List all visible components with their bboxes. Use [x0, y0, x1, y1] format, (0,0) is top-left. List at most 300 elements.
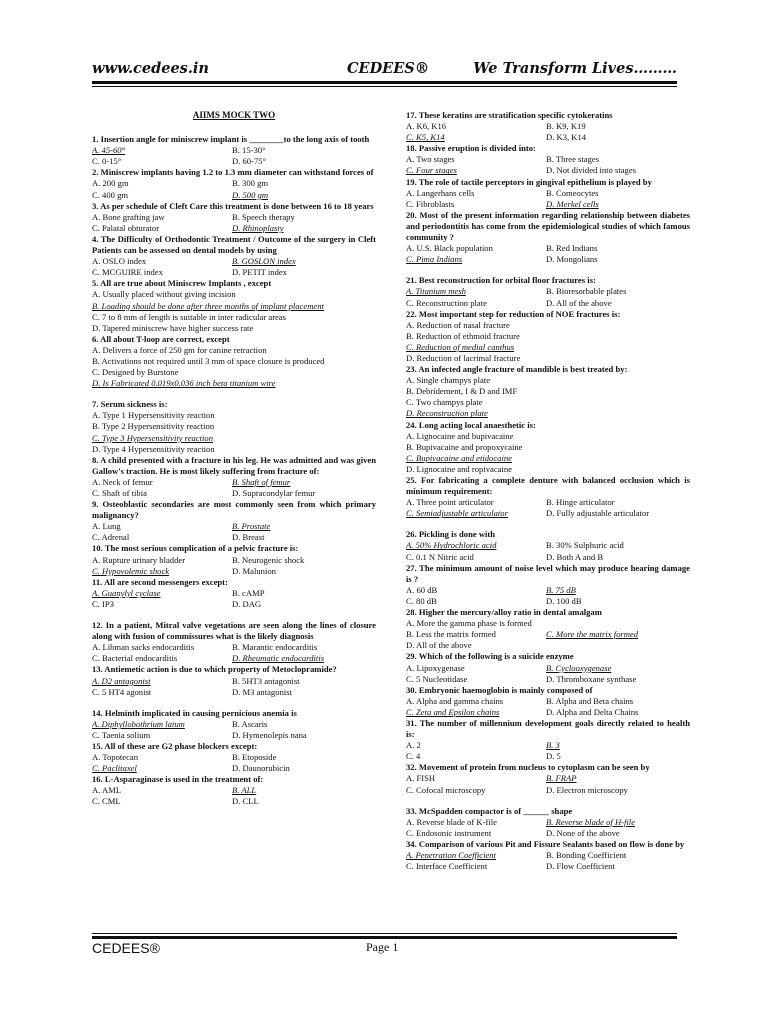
- question-block: [406, 177, 690, 210]
- option-row: [92, 532, 376, 543]
- answer-option: B. Reverse blade of H-file: [546, 816, 636, 827]
- question-block: [406, 607, 690, 651]
- option: B. Alpha and Beta chains: [546, 695, 634, 706]
- question-block: [92, 134, 376, 167]
- header-brand: CEDEES®: [347, 60, 430, 77]
- option: D. M3 antagonist: [232, 686, 292, 697]
- option-row: [406, 199, 690, 210]
- answer-option: A. D2 antagonist: [92, 675, 151, 686]
- answer-option: B. Prostate: [232, 521, 271, 532]
- question-block: [406, 529, 690, 562]
- question-text: 34. Comparison of various Pit and Fissure Sealants based on flow is done by: [406, 838, 685, 849]
- option-row: [406, 254, 690, 265]
- question-text: 18. Passive eruption is divided into:: [406, 143, 536, 154]
- option-row: [406, 751, 690, 762]
- option: B. Three stages: [546, 154, 600, 165]
- option: C. 5 Nucleotidase: [406, 673, 468, 684]
- question-block: [406, 275, 690, 308]
- option: D. Reduction of lacrimal fracture: [406, 352, 521, 363]
- question-text: 12. In a patient, Mitral valve vegetations are seen along the lines of closure along with fusion of commissures what is the likely diagnosis: [92, 620, 376, 642]
- question-text: 9. Osteoblastic secondaries are most commonly seen from which primary malignancy?: [92, 499, 376, 521]
- answer-option: D. Reconstruction plate: [406, 408, 488, 419]
- option: C. Palatal obturator: [92, 222, 160, 233]
- option-row: [406, 320, 690, 331]
- option: D. Not divided into stages: [546, 165, 636, 176]
- options: [406, 431, 690, 475]
- option: B. Bupivacaine and propoxycaine: [406, 441, 523, 452]
- option: A. Reverse blade of K-file: [406, 816, 497, 827]
- option: A. Reduction of nasal fracture: [406, 319, 510, 330]
- question-text: 10. The most serious complication of a pelvic fracture is:: [92, 543, 299, 554]
- option-row: [92, 555, 376, 566]
- spacer: [406, 796, 690, 806]
- question-text: 27. The minimum amount of noise level which may produce hearing damage is ?: [406, 562, 690, 584]
- option-row: [92, 488, 376, 499]
- option: D. Lignocaine and ropivacaine: [406, 463, 512, 474]
- option: B. cAMP: [232, 587, 265, 598]
- option-row: [406, 540, 690, 551]
- question-text: 8. A child presented with a fracture in his leg. He was admitted and was given Gallow's traction. He is most likely suffering from fracture of:: [92, 454, 376, 476]
- option: C. 7 to 8 mm of length is suitable in inter radicular areas: [92, 311, 287, 322]
- question-block: [406, 309, 690, 364]
- option: A. Langerhans cells: [406, 187, 475, 198]
- answer-option: C. Type 3 Hypersensitivity reaction: [92, 432, 213, 443]
- option: D. Hymenolepis nana: [232, 729, 307, 740]
- options: [92, 256, 376, 278]
- question-block: [92, 708, 376, 741]
- question-block: [92, 334, 376, 389]
- option-row: [406, 773, 690, 784]
- option-row: [92, 642, 376, 653]
- option: C. MCGUIRE index: [92, 267, 163, 278]
- header-rule-thin: [92, 86, 677, 87]
- header-slogan: We Transform Lives………: [473, 60, 677, 77]
- option: D. Fully adjustable articulator: [546, 508, 650, 519]
- option: A. Delivers a force of 250 gm for canine retraction: [92, 344, 267, 355]
- option-row: [92, 301, 376, 312]
- question-text: 21. Best reconstruction for orbital floor fractures is:: [406, 275, 596, 286]
- option: B. Neurogenic shock: [232, 554, 305, 565]
- question-block: [92, 741, 376, 774]
- spacer: [92, 610, 376, 620]
- option-row: [92, 763, 376, 774]
- answer-option: B. Loading should be done after three months of implant placement: [92, 300, 324, 311]
- option-row: [406, 431, 690, 442]
- option: D. DAG: [232, 598, 262, 609]
- option: A. More the gamma phase is formed: [406, 618, 532, 629]
- option: A. 2: [406, 740, 421, 751]
- option: C. 0.1 N Nitric acid: [406, 551, 474, 562]
- question-text: 5. All are true about Miniscrew Implants , except: [92, 278, 272, 289]
- option: A. Topotecan: [92, 752, 139, 763]
- option-row: [92, 588, 376, 599]
- options: [406, 585, 690, 607]
- option-row: [406, 828, 690, 839]
- options: [406, 286, 690, 308]
- option: B. Less the matrix formed: [406, 629, 496, 640]
- options: [406, 618, 690, 651]
- option: B. Red Indians: [546, 243, 598, 254]
- option-row: [406, 640, 690, 651]
- option-row: [406, 663, 690, 674]
- option-row: [92, 599, 376, 610]
- question-text: 15. All of these are G2 phase blockers except:: [92, 740, 258, 751]
- question-text: 11. All are second messengers except:: [92, 576, 228, 587]
- option: C. Adrenal: [92, 532, 130, 543]
- option-row: [406, 342, 690, 353]
- option-row: [406, 696, 690, 707]
- question-block: [92, 234, 376, 278]
- question-block: [406, 718, 690, 762]
- question-text: 14. Helminth implicated in causing pernicious anemia is: [92, 707, 297, 718]
- right-column: [406, 110, 690, 872]
- option: A. U.S. Black population: [406, 243, 493, 254]
- question-block: [92, 774, 376, 807]
- options: [92, 555, 376, 577]
- option: D. Electron microscopy: [546, 784, 628, 795]
- option: D. Tapered miniscrew have higher success rate: [92, 322, 254, 333]
- question-block: [92, 278, 376, 333]
- question-text: 7. Serum sickness is:: [92, 399, 168, 410]
- question-block: [406, 839, 690, 872]
- answer-option: A. Penetration Coefficient: [406, 850, 496, 860]
- option-row: [92, 653, 376, 664]
- option-row: [92, 356, 376, 367]
- option: A. OSLO index: [92, 256, 147, 267]
- option: B. Etoposide: [232, 752, 277, 763]
- question-text: 19. The role of tactile perceptors in gingival epithelium is played by: [406, 176, 652, 187]
- option-row: [92, 421, 376, 432]
- question-text: 32. Movement of protein from nucleus to cytoplasm can be seen by: [406, 762, 650, 773]
- option-row: [92, 752, 376, 763]
- option: C. Endosonic instrument: [406, 827, 492, 838]
- option-row: [406, 497, 690, 508]
- answer-option: A. 45-60°: [92, 145, 126, 156]
- answer-option: D. Rheumatic endocarditis: [232, 653, 325, 664]
- option-row: [406, 629, 690, 640]
- question-block: [406, 651, 690, 684]
- options: [406, 773, 690, 795]
- option: B. 300 gm: [232, 178, 269, 189]
- option-row: [92, 289, 376, 300]
- question-block: [406, 143, 690, 176]
- options: [406, 188, 690, 210]
- options: [92, 477, 376, 499]
- option-row: [406, 508, 690, 519]
- options: [92, 719, 376, 741]
- question-block: [92, 577, 376, 610]
- option: D. All of the above: [406, 640, 472, 651]
- question-block: [92, 201, 376, 234]
- option: A. 60 dB: [406, 584, 438, 595]
- option: C. Taenia solium: [92, 729, 151, 740]
- options: [406, 696, 690, 718]
- options: [406, 497, 690, 519]
- answer-option: B. ALL: [232, 785, 257, 796]
- option: D. Flow Coefficient: [546, 861, 615, 872]
- answer-option: C. Four stages: [406, 165, 457, 176]
- option-row: [92, 477, 376, 488]
- question-text: 29. Which of the following is a suicide enzyme: [406, 651, 574, 662]
- options: [406, 850, 690, 872]
- question-text: 24. Long acting local anaesthetic is:: [406, 419, 536, 430]
- answer-option: B. Cyclooxygenase: [546, 662, 612, 673]
- option-row: [406, 453, 690, 464]
- options: [92, 289, 376, 333]
- question-text: 2. Miniscrew implants having 1.2 to 1.3 mm diameter can withstand forces of: [92, 167, 374, 178]
- options: [92, 212, 376, 234]
- option-row: [406, 188, 690, 199]
- option: C. Two champys plate: [406, 397, 483, 408]
- options: [92, 521, 376, 543]
- option-row: [406, 740, 690, 751]
- option: B. Reduction of ethmoid fracture: [406, 330, 520, 341]
- option: B. Bonding Coefficient: [546, 850, 627, 860]
- option: C. Bacterial endocarditis: [92, 653, 178, 664]
- option-row: [92, 566, 376, 577]
- spacer: [92, 389, 376, 399]
- option: D. Breast: [232, 532, 265, 543]
- option-row: [406, 442, 690, 453]
- option: A. 200 gm: [92, 178, 129, 189]
- option: A. Alpha and gamma chains: [406, 695, 504, 706]
- options: [406, 243, 690, 265]
- question-block: [406, 475, 690, 519]
- options: [92, 178, 376, 200]
- options: [92, 410, 376, 454]
- option: B. Hinge articulator: [546, 497, 615, 508]
- option-row: [92, 433, 376, 444]
- option-row: [406, 707, 690, 718]
- question-block: [92, 455, 376, 499]
- option-row: [406, 243, 690, 254]
- option: D. Both A and B: [546, 551, 604, 562]
- option-row: [92, 444, 376, 455]
- answer-option: B. FRAP: [546, 773, 577, 784]
- option: D. All of the above: [546, 297, 612, 308]
- answer-option: C. Zeta and Epsilon chains: [406, 706, 500, 717]
- option: B. Type 2 Hypersensitivity reaction: [92, 421, 215, 432]
- option-row: [406, 552, 690, 563]
- option: A. Bone grafting jaw: [92, 211, 165, 222]
- footer-page-number: Page 1: [366, 940, 399, 954]
- option: C. Designed by Burstone: [92, 367, 179, 378]
- footer-rule-thick: [92, 936, 677, 939]
- options: [406, 154, 690, 176]
- option: D. CLL: [232, 796, 259, 807]
- option-row: [406, 165, 690, 176]
- question-block: [92, 399, 376, 454]
- question-block: [92, 543, 376, 576]
- question-text: 1. Insertion angle for miniscrew implant is ________to the long axis of tooth: [92, 134, 370, 145]
- answer-option: C. Semiadjustable articulator: [406, 508, 508, 519]
- answer-option: A. Diphyllobothrium latum: [92, 718, 185, 729]
- header-website[interactable]: www.cedees.in: [92, 60, 209, 77]
- options: [92, 752, 376, 774]
- option-row: [92, 367, 376, 378]
- option-row: [92, 687, 376, 698]
- option-row: [92, 378, 376, 389]
- question-text: 13. Antiemetic action is due to which property of Metoclopramide?: [92, 664, 337, 675]
- option: C. Reconstruction plate: [406, 297, 487, 308]
- option: D. K3, K14: [546, 132, 587, 143]
- question-block: [406, 762, 690, 795]
- option-row: [92, 145, 376, 156]
- question-block: [92, 499, 376, 543]
- option-row: [92, 156, 376, 167]
- option: B. K9, K19: [546, 121, 586, 132]
- option: D. Mongolians: [546, 254, 598, 265]
- option: D. Supracondylar femur: [232, 488, 316, 498]
- option-row: [406, 850, 690, 861]
- option: D. Alpha and Delta Chains: [546, 706, 639, 717]
- answer-option: D. 500 gm: [232, 189, 269, 200]
- question-block: [406, 110, 690, 143]
- answer-option: C. Paclitaxel: [92, 763, 137, 774]
- question-block: [92, 167, 376, 200]
- question-block: [406, 364, 690, 419]
- option: D. 60-75°: [232, 156, 266, 167]
- option-row: [92, 785, 376, 796]
- options: [92, 785, 376, 807]
- question-text: 6. All about T-loop are correct, except: [92, 333, 230, 344]
- answer-option: A. Guanylyl cyclase: [92, 587, 161, 598]
- option-row: [92, 178, 376, 189]
- option-row: [406, 386, 690, 397]
- question-text: 26. Pickling is done with: [406, 529, 496, 540]
- answer-option: B. 3: [546, 740, 560, 751]
- option-row: [406, 618, 690, 629]
- question-block: [92, 620, 376, 664]
- options: [92, 642, 376, 664]
- answer-option: B. GOSLON index: [232, 256, 296, 267]
- question-text: 22. Most important step for reduction of NOE fractures is:: [406, 308, 621, 319]
- answer-option: C. Pima Indians: [406, 254, 463, 265]
- option-row: [92, 521, 376, 532]
- question-text: 30. Embryonic haemoglobin is mainly composed of: [406, 684, 593, 695]
- options: [406, 540, 690, 562]
- option-row: [406, 375, 690, 386]
- option-row: [406, 331, 690, 342]
- option-row: [406, 596, 690, 607]
- option-row: [406, 861, 690, 872]
- option-row: [406, 585, 690, 596]
- option-row: [406, 286, 690, 297]
- question-block: [406, 210, 690, 265]
- option-row: [92, 730, 376, 741]
- option: A. Lipoxygenase: [406, 662, 465, 673]
- option-row: [406, 397, 690, 408]
- option-row: [406, 154, 690, 165]
- question-text: 31. The number of millennium development goals directly related to health is:: [406, 717, 690, 740]
- option: B. Bioresorbable plates: [546, 286, 627, 297]
- option: B. 30% Sulphuric acid: [546, 540, 624, 551]
- option: C. 400 gm: [92, 189, 129, 200]
- options: [92, 145, 376, 167]
- question-block: [406, 563, 690, 607]
- answer-option: C. K5, K14: [406, 132, 445, 143]
- options: [92, 676, 376, 698]
- option-row: [406, 817, 690, 828]
- answer-option: C. Bupivacaine and etidocaine: [406, 452, 512, 463]
- option: A. Single champys plate: [406, 375, 491, 386]
- option: A. K6, K16: [406, 121, 447, 132]
- option: A. AML: [92, 785, 122, 796]
- option-row: [92, 190, 376, 201]
- answer-option: D. Rhinoplasty: [232, 222, 284, 233]
- footer-rule-thin: [92, 933, 677, 934]
- options: [406, 740, 690, 762]
- option: A. Libman sacks endocarditis: [92, 642, 195, 653]
- option-row: [92, 719, 376, 730]
- answer-option: A. Titanium mesh: [406, 286, 466, 297]
- option-row: [406, 298, 690, 309]
- option: B. Activations not required until 3 mm of space closure is produced: [92, 355, 325, 366]
- answer-option: B. Shaft of femur: [232, 476, 291, 487]
- option-row: [92, 796, 376, 807]
- option-row: [406, 121, 690, 132]
- question-text: 17. These keratins are stratification specific cytokeratins: [406, 110, 613, 120]
- option: C. 0-15°: [92, 156, 122, 167]
- option: B. Comeocytes: [546, 187, 599, 198]
- question-block: [406, 685, 690, 718]
- page-header: [92, 58, 677, 82]
- answer-option: D. Merkel cells: [546, 198, 599, 209]
- question-text: 28. Higher the mercury/alloy ratio in dental amalgam: [406, 607, 602, 618]
- options: [406, 320, 690, 364]
- option-row: [406, 132, 690, 143]
- option: B. Ascaris: [232, 718, 268, 729]
- option: C. Cofocal microscopy: [406, 784, 486, 795]
- question-text: 4. The Difficulty of Orthodontic Treatment / Outcome of the surgery in Cleft Patients can be assessed on dental models by using: [92, 233, 376, 256]
- option-row: [406, 408, 690, 419]
- option: C. CML: [92, 796, 121, 807]
- option: A. Usually placed without giving incision: [92, 289, 236, 300]
- option: D. None of the above: [546, 827, 620, 838]
- option: C. IP3: [92, 598, 114, 609]
- option-row: [92, 410, 376, 421]
- answer-option: B. 75 dB: [546, 584, 576, 595]
- option-row: [406, 353, 690, 364]
- option: C. Shaft of tibia: [92, 488, 147, 498]
- option: A. FISH: [406, 773, 436, 784]
- question-text: 16. L-Asparaginase is used in the treatment of:: [92, 774, 264, 785]
- option: C. Fibroblasts: [406, 198, 455, 209]
- option: A. Two stages: [406, 154, 455, 165]
- option: B. 15-30°: [232, 145, 266, 156]
- option: D. 100 dB: [546, 595, 582, 606]
- question-block: [406, 420, 690, 475]
- footer-brand: CEDEES®: [92, 940, 160, 956]
- option-row: [92, 223, 376, 234]
- spacer: [92, 698, 376, 708]
- question-text: 25. For fabricating a complete denture with balanced occlusion which is minimum requirement:: [406, 475, 690, 497]
- left-column: [92, 110, 376, 808]
- option-row: [92, 212, 376, 223]
- options: [406, 375, 690, 419]
- option: A. Lignocaine and bupivacaine: [406, 430, 514, 441]
- answer-option: D. Is Fabricated 0.019x0.036 inch beta titanium wire: [92, 378, 276, 389]
- option: A. Type 1 Hypersensitivity reaction: [92, 410, 215, 421]
- option-row: [406, 464, 690, 475]
- option: B. 5HT3 antagonist: [232, 675, 300, 686]
- option-row: [406, 674, 690, 685]
- answer-option: A. 50% Hydrochloric acid: [406, 540, 497, 551]
- answer-option: C. More the matrix formed: [546, 629, 639, 640]
- spacer: [406, 265, 690, 275]
- options: [92, 345, 376, 389]
- options: [92, 588, 376, 610]
